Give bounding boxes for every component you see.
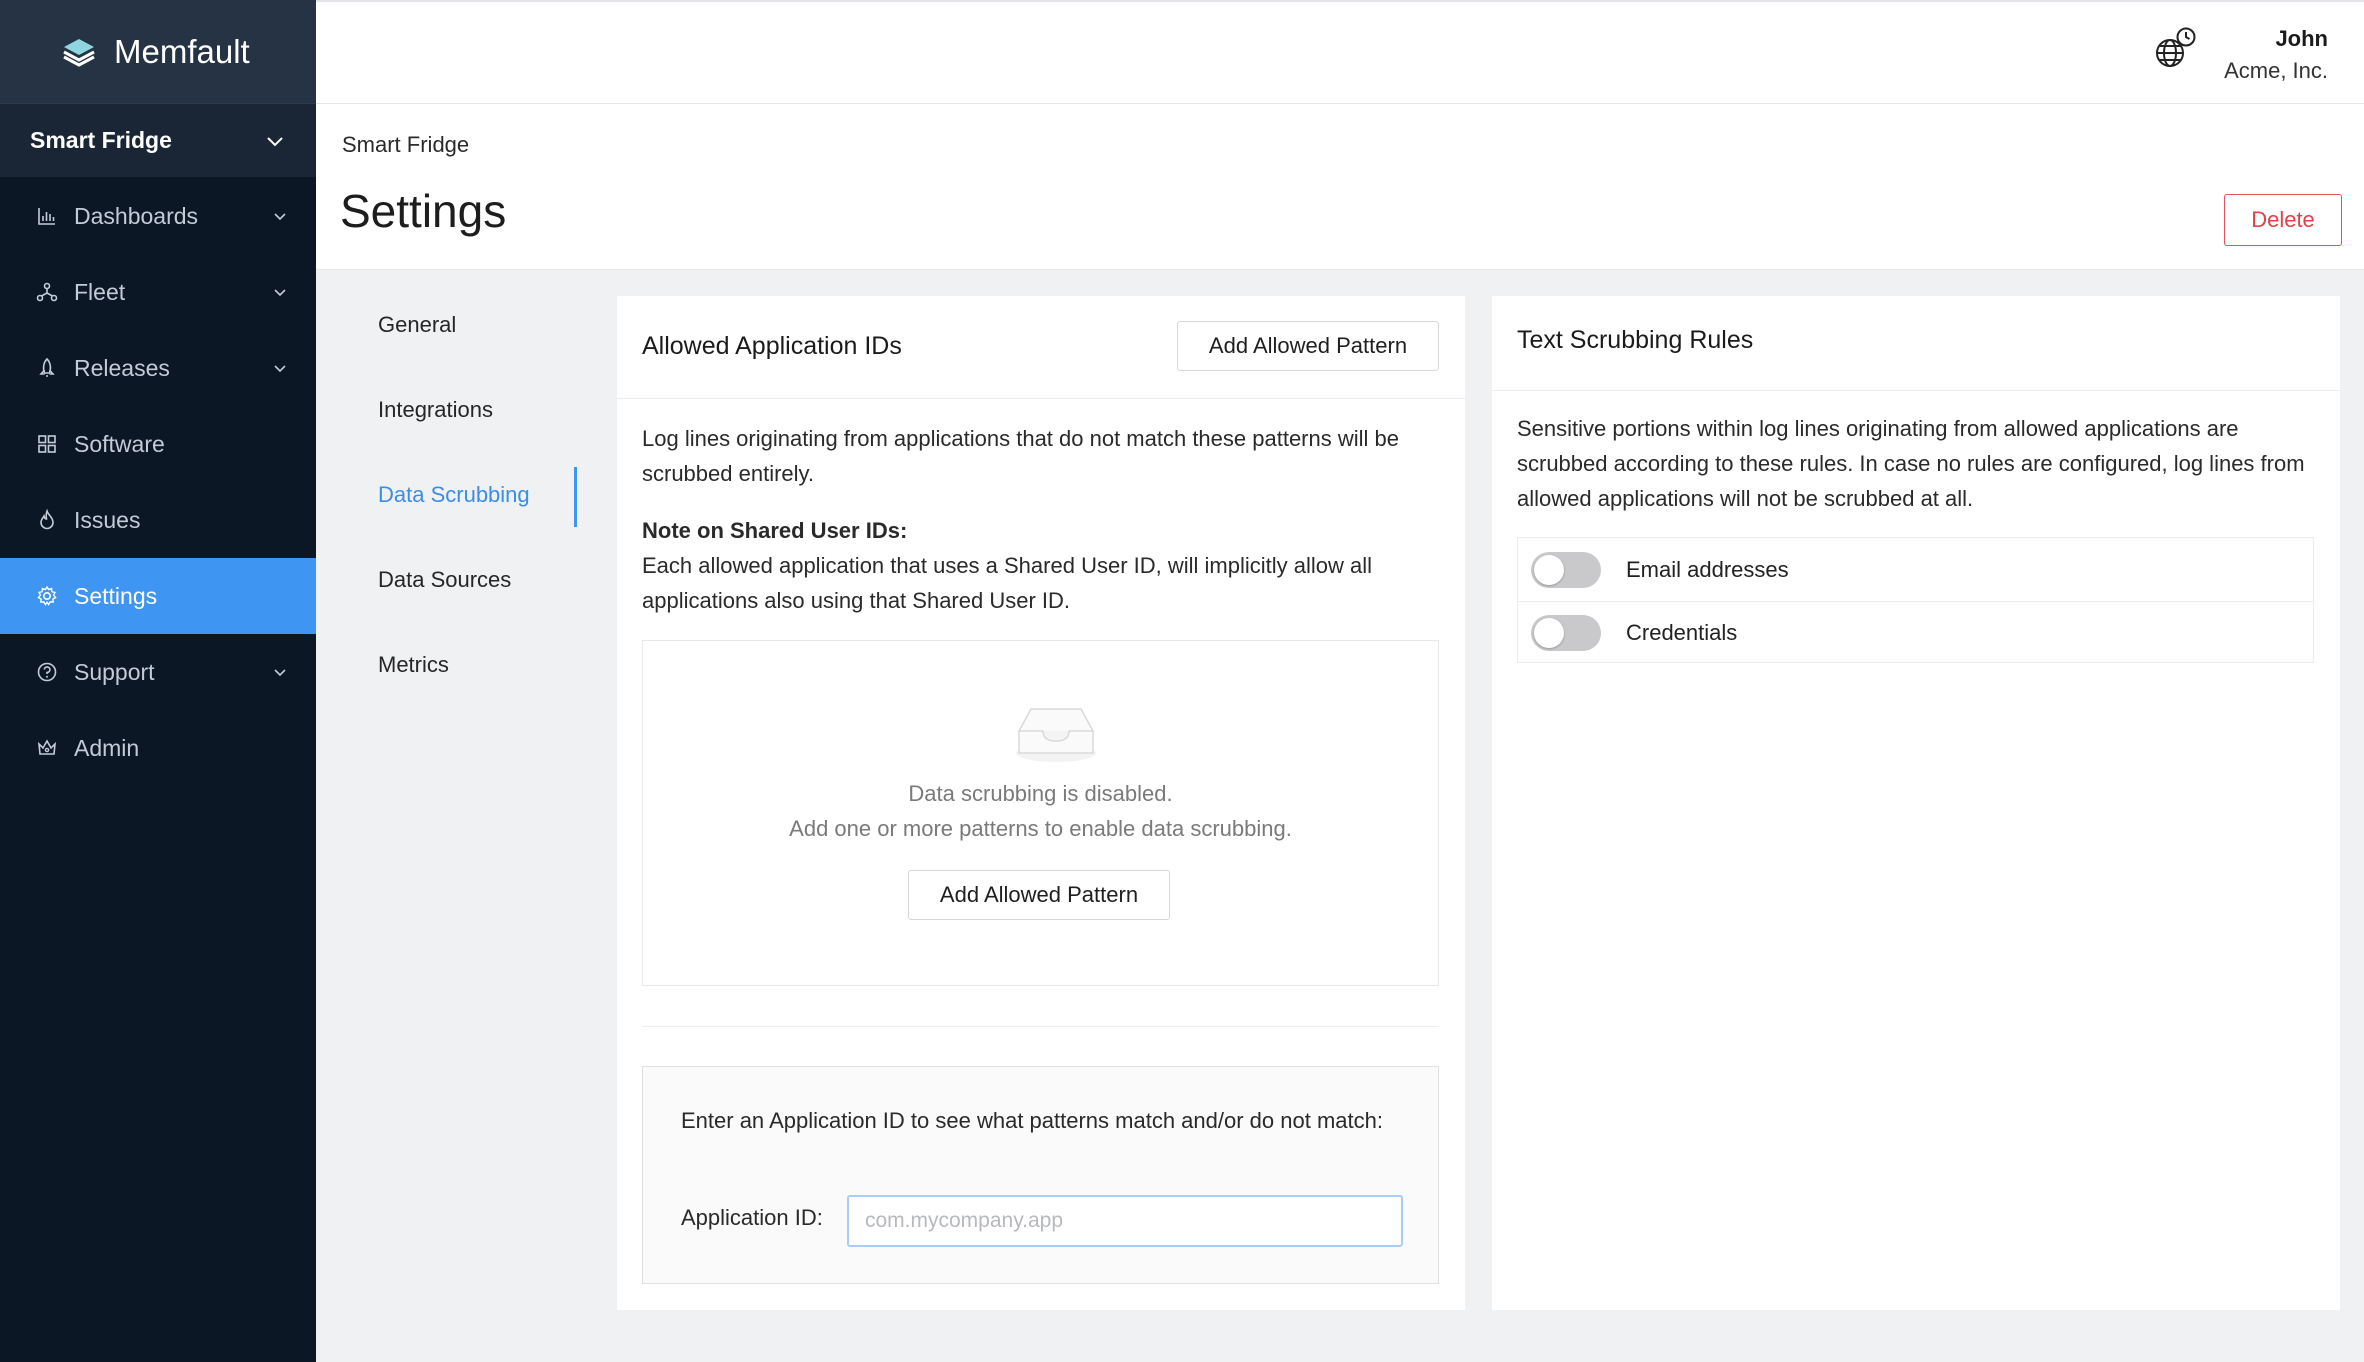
chevron-down-icon <box>264 130 286 152</box>
page-header <box>316 104 2364 270</box>
rule-label: Email addresses <box>1626 556 1789 582</box>
crown-icon <box>36 737 58 759</box>
scrubbing-rules-list <box>1517 537 2314 663</box>
bar-chart-icon <box>36 205 58 227</box>
project-name: Smart Fridge <box>30 127 172 153</box>
chevron-down-icon <box>272 208 288 224</box>
scrubbing-description: Sensitive portions within log lines originating from allowed applications are scrubbed according to these rules. In case no rules are configured, log lines from allowed applications will not be scrubbed at all. <box>1517 416 2305 511</box>
breadcrumb[interactable]: Smart Fridge <box>342 132 470 157</box>
rule-credentials <box>1518 601 2313 664</box>
nav-label: Fleet <box>74 278 126 305</box>
nav-item-admin[interactable] <box>0 710 316 786</box>
tab-integrations[interactable]: Integrations <box>378 397 493 422</box>
card-title: Text Scrubbing Rules <box>1517 326 1754 354</box>
tab-general[interactable]: General <box>378 312 457 337</box>
nav-label: Settings <box>74 582 158 609</box>
nav-label: Releases <box>74 354 170 381</box>
card-header <box>1492 296 2340 391</box>
main-nav <box>0 177 316 786</box>
empty-state <box>642 640 1439 986</box>
email-addresses-toggle[interactable] <box>1531 552 1601 588</box>
note-body: Each allowed application that uses a Shared User ID, will implicitly allow all applications also using that Shared User ID. <box>642 553 1372 613</box>
nav-item-fleet[interactable] <box>0 254 316 330</box>
nav-label: Software <box>74 430 165 457</box>
rule-label: Credentials <box>1626 620 1738 645</box>
flame-icon <box>36 509 58 531</box>
text-scrubbing-rules-card <box>1492 296 2340 1310</box>
tab-data-scrubbing[interactable]: Data Scrubbing <box>378 482 530 507</box>
project-selector[interactable] <box>0 103 316 177</box>
delete-button[interactable]: Delete <box>2224 194 2342 246</box>
sidebar <box>0 0 316 1362</box>
chevron-down-icon <box>272 284 288 300</box>
rule-email-addresses <box>1518 538 2313 601</box>
nav-item-software[interactable] <box>0 406 316 482</box>
rocket-icon <box>36 357 58 379</box>
user-org: Acme, Inc. <box>2224 58 2328 83</box>
nav-item-support[interactable] <box>0 634 316 710</box>
nav-label: Admin <box>74 734 140 761</box>
allowed-description: Log lines originating from applications that do not match these patterns will be scrubbed entirely. <box>642 426 1399 486</box>
tab-metrics[interactable]: Metrics <box>378 652 449 677</box>
app-name: Memfault <box>114 32 250 70</box>
user-name: John <box>2275 26 2328 51</box>
toggle-knob <box>1534 555 1564 585</box>
divider <box>642 1026 1439 1027</box>
allowed-application-ids-card <box>617 296 1465 1310</box>
add-allowed-pattern-button[interactable]: Add Allowed Pattern <box>1177 321 1439 371</box>
grid-icon <box>36 433 58 455</box>
empty-line-1: Data scrubbing is disabled. <box>908 781 1173 806</box>
nav-label: Support <box>74 658 155 685</box>
chevron-down-icon <box>272 664 288 680</box>
nav-item-releases[interactable] <box>0 330 316 406</box>
page-title: Settings <box>340 185 507 237</box>
application-id-tester <box>642 1066 1439 1284</box>
active-tab-indicator <box>574 467 577 527</box>
card-header <box>617 296 1465 399</box>
memfault-logo-icon <box>62 37 96 67</box>
user-menu[interactable] <box>2224 26 2328 84</box>
card-title: Allowed Application IDs <box>642 332 902 360</box>
top-bar <box>316 0 2364 104</box>
application-id-label: Application ID: <box>681 1205 823 1230</box>
empty-inbox-icon <box>1015 701 1097 765</box>
gear-icon <box>36 585 58 607</box>
empty-line-2: Add one or more patterns to enable data scrubbing. <box>789 816 1292 841</box>
nav-item-issues[interactable] <box>0 482 316 558</box>
nav-label: Dashboards <box>74 202 199 229</box>
toggle-knob <box>1534 618 1564 648</box>
add-allowed-pattern-button-empty[interactable]: Add Allowed Pattern <box>908 870 1170 920</box>
credentials-toggle[interactable] <box>1531 615 1601 651</box>
nav-label: Issues <box>74 506 141 533</box>
chevron-down-icon <box>272 360 288 376</box>
tab-data-sources[interactable]: Data Sources <box>378 567 512 592</box>
nodes-icon <box>36 281 58 303</box>
nav-item-dashboards[interactable] <box>0 178 316 254</box>
tester-description: Enter an Application ID to see what patterns match and/or do not match: <box>681 1108 1383 1133</box>
help-icon <box>36 661 58 683</box>
application-id-input[interactable] <box>847 1195 1403 1247</box>
nav-item-settings[interactable] <box>0 558 316 634</box>
globe-clock-icon[interactable] <box>2152 26 2198 72</box>
note-title: Note on Shared User IDs: <box>642 518 908 543</box>
app-logo[interactable] <box>0 0 316 103</box>
